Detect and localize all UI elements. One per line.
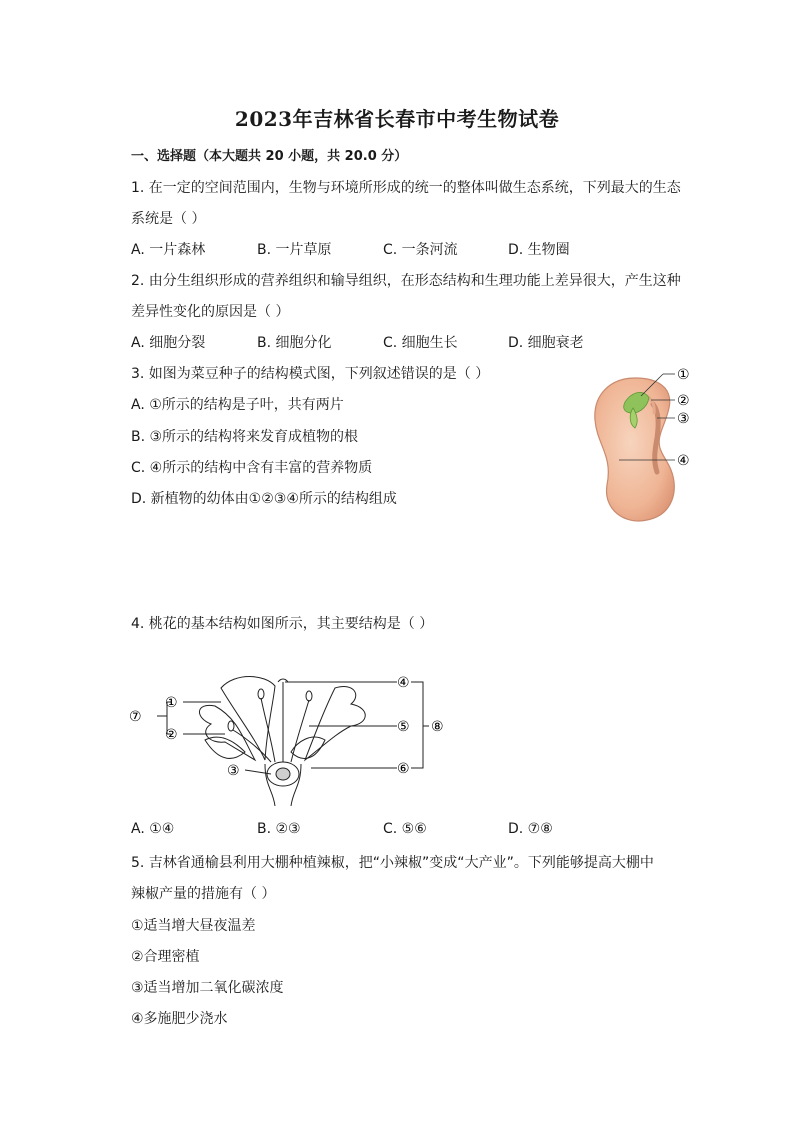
question-5-line-1: 5. 吉林省通榆县利用大棚种植辣椒，把“小辣椒”变成“大产业”。下列能够提高大棚中 [131, 855, 654, 871]
seed-label-2: ② [677, 393, 690, 409]
question-1-option-a[interactable]: A. 一片森林 [131, 242, 206, 258]
question-1-line-1: 1. 在一定的空间范围内，生物与环境所形成的统一的整体叫做生态系统，下列最大的生态 [131, 180, 681, 196]
question-3-option-b[interactable]: B. ③所示的结构将来发育成植物的根 [131, 429, 359, 445]
flower-label-4: ④ [397, 675, 410, 691]
question-3-option-c[interactable]: C. ④所示的结构中含有丰富的营养物质 [131, 460, 373, 476]
stamen-1-shape [261, 698, 275, 762]
stamen-2-shape [291, 700, 309, 762]
question-2-option-c[interactable]: C. 细胞生长 [383, 335, 458, 351]
seed-label-3: ③ [677, 411, 690, 427]
question-2-option-d[interactable]: D. 细胞衰老 [508, 335, 584, 351]
anther-1-shape [258, 689, 264, 699]
anther-3-shape [228, 721, 234, 731]
left-petal-shape [199, 705, 255, 760]
question-4-option-c[interactable]: C. ⑤⑥ [383, 821, 427, 837]
right-petal-shape [305, 687, 365, 760]
question-1-line-2: 系统是（ ） [131, 211, 206, 227]
ovule-shape [276, 768, 290, 780]
question-4-option-a[interactable]: A. ①④ [131, 821, 175, 837]
question-1-option-d[interactable]: D. 生物圈 [508, 242, 570, 258]
question-4-option-d[interactable]: D. ⑦⑧ [508, 821, 553, 837]
question-4-option-b[interactable]: B. ②③ [257, 821, 301, 837]
flower-label-7: ⑦ [129, 709, 142, 725]
question-2-option-b[interactable]: B. 细胞分化 [257, 335, 332, 351]
question-5-item-4: ④多施肥少浇水 [131, 1011, 228, 1027]
question-2-line-2: 差异性变化的原因是（ ） [131, 304, 290, 320]
question-2-line-1: 2. 由分生组织形成的营养组织和输导组织，在形态结构和生理功能上差异很大，产生这种 [131, 273, 681, 289]
page-title: 2023年吉林省长春市中考生物试卷 [234, 107, 560, 131]
bean-seed-figure [575, 360, 705, 530]
question-5-item-2: ②合理密植 [131, 949, 200, 965]
question-3-option-a[interactable]: A. ①所示的结构是子叶，共有两片 [131, 397, 344, 413]
question-3-option-d[interactable]: D. 新植物的幼体由①②③④所示的结构组成 [131, 491, 397, 507]
flower-label-3: ③ [227, 763, 240, 779]
question-5-item-1: ①适当增大昼夜温差 [131, 918, 256, 934]
flower-label-2: ② [165, 727, 178, 743]
flower-label-1: ① [165, 695, 178, 711]
flower-label-6: ⑥ [397, 761, 410, 777]
question-1-option-b[interactable]: B. 一片草原 [257, 242, 332, 258]
seed-label-1: ① [677, 367, 690, 383]
question-5-line-2: 辣椒产量的措施有（ ） [131, 886, 276, 902]
question-3-line-1: 3. 如图为菜豆种子的结构模式图，下列叙述错误的是（ ） [131, 366, 490, 382]
question-1-option-c[interactable]: C. 一条河流 [383, 242, 458, 258]
seed-label-4: ④ [677, 453, 690, 469]
section-heading: 一、选择题（本大题共 20 小题，共 20.0 分） [131, 149, 408, 164]
question-4-line-1: 4. 桃花的基本结构如图所示，其主要结构是（ ） [131, 616, 434, 632]
question-2-option-a[interactable]: A. 细胞分裂 [131, 335, 206, 351]
flower-label-5: ⑤ [397, 719, 410, 735]
question-5-item-3: ③适当增加二氧化碳浓度 [131, 980, 284, 996]
anther-2-shape [306, 691, 312, 701]
flower-label-8: ⑧ [431, 719, 444, 735]
peach-flower-figure [125, 668, 465, 808]
